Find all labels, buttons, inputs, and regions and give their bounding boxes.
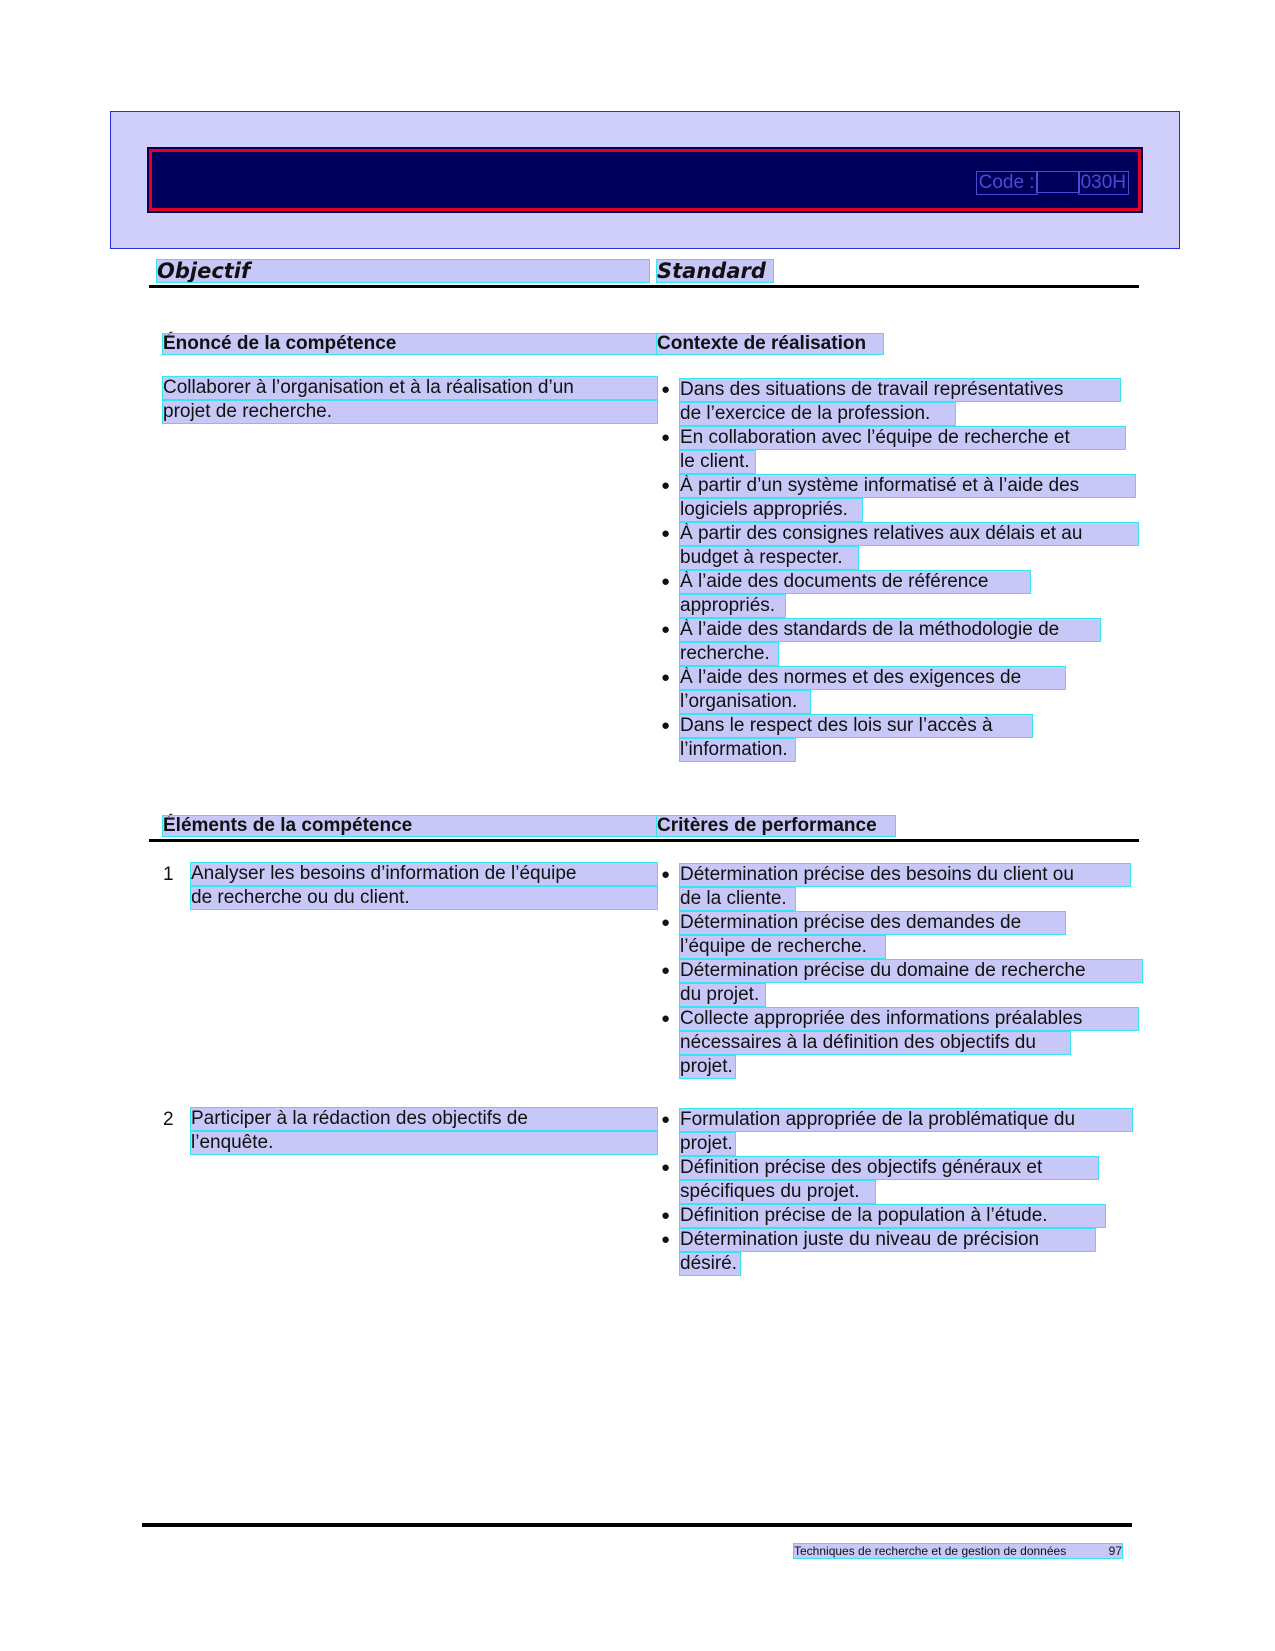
column-heading-rule <box>149 285 1139 288</box>
page-number: 97 <box>1108 1544 1122 1558</box>
bullet-icon: ● <box>661 1010 671 1027</box>
criteria-item: ● Détermination juste du niveau de précision désiré. <box>657 1229 1127 1275</box>
criteria-item: ● Collecte appropriée des informations préalables nécessaires à la définition des objectifs du projet. <box>657 1008 1127 1078</box>
code-separator <box>1037 172 1079 192</box>
bullet-icon: ● <box>661 717 671 734</box>
footer-title: Techniques de recherche et de gestion de données <box>794 1544 1067 1558</box>
code-value: 030H <box>1080 172 1126 193</box>
element-number: 2 <box>163 1109 174 1130</box>
column-divider <box>643 839 645 841</box>
bullet-icon: ● <box>661 525 671 542</box>
criteria-item: ● Formulation appropriée de la problématique du projet. <box>657 1109 1127 1155</box>
element-2 <box>163 1108 657 1156</box>
context-item: ● À l’aide des standards de la méthodologie de recherche. <box>657 619 1127 665</box>
bullet-icon: ● <box>661 866 671 883</box>
header-bar <box>149 149 1141 211</box>
bullet-icon: ● <box>661 381 671 398</box>
context-item: ● À partir des consignes relatives aux délais et au budget à respecter. <box>657 523 1127 569</box>
criteria-list-1 <box>657 864 1127 1080</box>
criteria-item: ● Définition précise des objectifs généraux et spécifiques du projet. <box>657 1157 1127 1203</box>
bullet-icon: ● <box>661 477 671 494</box>
criteria-item: ● Détermination précise du domaine de recherche du projet. <box>657 960 1127 1006</box>
element-line: Participer à la rédaction des objectifs de <box>191 1108 657 1130</box>
page-footer <box>794 1544 1122 1558</box>
bullet-icon: ● <box>661 962 671 979</box>
context-item: ● À partir d’un système informatisé et à l’aide des logiciels appropriés. <box>657 475 1127 521</box>
bullet-icon: ● <box>661 1111 671 1128</box>
context-heading: Contexte de réalisation <box>657 334 883 354</box>
element-line: l’enquête. <box>191 1132 657 1154</box>
context-item: ● Dans des situations de travail représentatives de l’exercice de la profession. <box>657 379 1127 425</box>
element-number: 1 <box>163 864 174 885</box>
context-item: ● Dans le respect des lois sur l’accès à l’information. <box>657 715 1127 761</box>
criteria-item: ● Détermination précise des besoins du client ou de la cliente. <box>657 864 1127 910</box>
statement-line: Collaborer à l’organisation et à la réalisation d’un <box>163 377 657 399</box>
bullet-icon: ● <box>661 573 671 590</box>
bullet-icon: ● <box>661 669 671 686</box>
element-line: de recherche ou du client. <box>191 887 657 909</box>
bullet-icon: ● <box>661 621 671 638</box>
competence-statement <box>163 377 657 425</box>
column-heading-standard: Standard <box>657 260 773 282</box>
context-item: ● En collaboration avec l’équipe de recherche et le client. <box>657 427 1127 473</box>
criteria-item: ● Définition précise de la population à l’étude. <box>657 1205 1127 1227</box>
bullet-icon: ● <box>661 1231 671 1248</box>
statement-line: projet de recherche. <box>163 401 657 423</box>
criteria-heading: Critères de performance <box>657 816 895 836</box>
context-item: ● À l’aide des normes et des exigences de l’organisation. <box>657 667 1127 713</box>
element-1 <box>163 863 657 911</box>
criteria-item: ● Détermination précise des demandes de l’équipe de recherche. <box>657 912 1127 958</box>
bullet-icon: ● <box>661 1207 671 1224</box>
context-list <box>657 379 1127 763</box>
criteria-list-2 <box>657 1109 1127 1277</box>
bullet-icon: ● <box>661 429 671 446</box>
context-item: ● À l’aide des documents de référence appropriés. <box>657 571 1127 617</box>
column-heading-objectif: Objectif <box>157 260 649 282</box>
statement-heading: Énoncé de la compétence <box>163 334 656 354</box>
bullet-icon: ● <box>661 1159 671 1176</box>
code-label: Code : <box>978 172 1035 193</box>
bullet-icon: ● <box>661 914 671 931</box>
footer-rule <box>142 1523 1132 1527</box>
program-code <box>977 172 1128 194</box>
element-line: Analyser les besoins d’information de l’équipe <box>191 863 657 885</box>
elements-heading: Éléments de la compétence <box>163 816 656 836</box>
